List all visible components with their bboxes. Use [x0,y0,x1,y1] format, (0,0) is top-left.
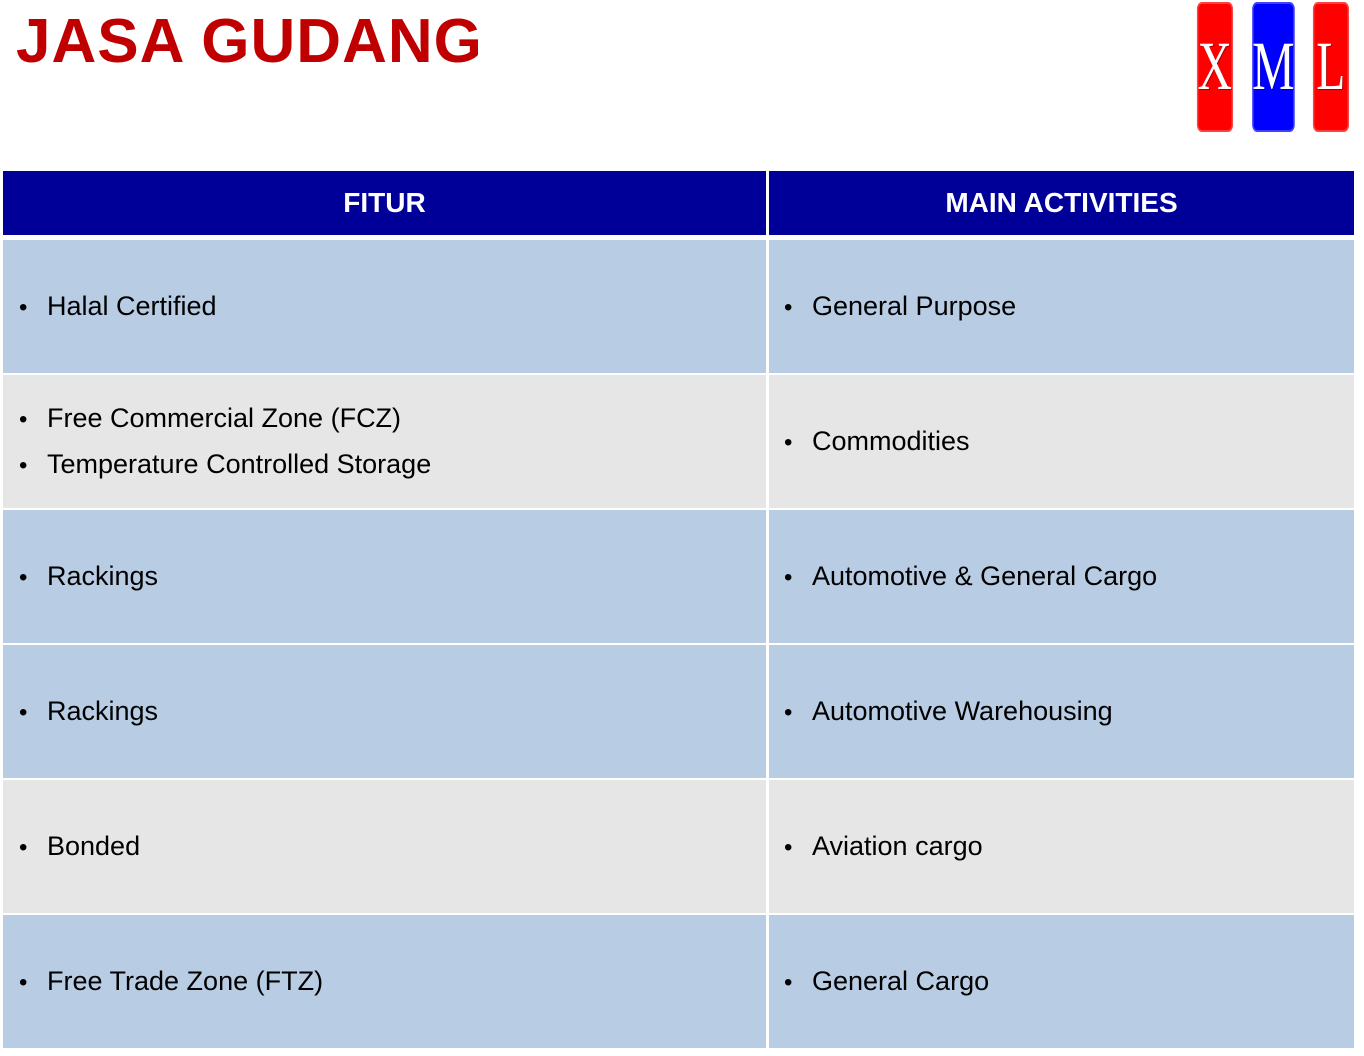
table-body [3,240,1354,1050]
list-item-text: Commodities [812,425,970,456]
list-item-text: Bonded [47,830,141,861]
list-item [19,442,766,488]
activities-cell [766,645,1354,780]
logo-letter-x: X [1197,28,1232,105]
list-item [19,396,766,442]
list-item-text: Aviation cargo [812,830,983,861]
bullet-icon: • [19,968,28,996]
bullet-icon: • [19,563,28,591]
bullet-list [3,396,766,488]
list-item [19,689,766,735]
activities-cell [766,510,1354,645]
bullet-list [769,959,1354,1005]
bullet-icon: • [784,428,793,456]
list-item-text: Automotive & General Cargo [812,560,1158,591]
logo-letter-m: M [1251,28,1295,105]
logo-letter-l: L [1316,28,1346,105]
list-item [784,959,1354,1005]
list-item-text: Free Trade Zone (FTZ) [47,965,324,996]
bullet-list [3,554,766,600]
list-item [784,419,1354,465]
list-item [19,284,766,330]
bullet-list [3,959,766,1005]
bullet-list [3,824,766,870]
header-fitur: FITUR [3,171,766,240]
table-row [3,240,1354,375]
fitur-cell [3,645,766,780]
page-title: JASA GUDANG [16,7,483,76]
bullet-list [769,554,1354,600]
bullet-list [3,284,766,330]
fitur-cell [3,915,766,1050]
bullet-icon: • [784,968,793,996]
list-item [19,554,766,600]
bullet-list [769,284,1354,330]
fitur-cell [3,780,766,915]
warehouse-services-table [3,171,1354,1050]
list-item-text: Halal Certified [47,290,217,321]
list-item [784,554,1354,600]
list-item [784,824,1354,870]
list-item [784,284,1354,330]
bullet-icon: • [19,405,28,433]
bullet-icon: • [784,293,793,321]
activities-cell [766,780,1354,915]
list-item-text: Free Commercial Zone (FCZ) [47,402,402,433]
bullet-icon: • [19,833,28,861]
bullet-icon: • [784,698,793,726]
bullet-icon: • [784,563,793,591]
table-row [3,915,1354,1050]
list-item-text: Rackings [47,695,159,726]
list-item-text: Automotive Warehousing [812,695,1113,726]
bullet-list [769,689,1354,735]
activities-cell [766,375,1354,510]
bullet-icon: • [19,698,28,726]
fitur-cell [3,510,766,645]
list-item-text: Temperature Controlled Storage [47,448,432,479]
list-item-text: General Purpose [812,290,1017,321]
bullet-icon: • [784,833,793,861]
xml-logo [1190,2,1356,132]
bullet-list [769,824,1354,870]
list-item-text: General Cargo [812,965,990,996]
list-item [19,824,766,870]
list-item [784,689,1354,735]
list-item [19,959,766,1005]
bullet-list [769,419,1354,465]
activities-cell [766,240,1354,375]
table-row [3,375,1354,510]
fitur-cell [3,240,766,375]
table-row [3,780,1354,915]
table-header-row [3,171,1354,240]
logo-tile-l [1313,2,1349,132]
bullet-icon: • [19,451,28,479]
table-row [3,645,1354,780]
logo-tile-m [1252,2,1294,132]
bullet-icon: • [19,293,28,321]
activities-cell [766,915,1354,1050]
bullet-list [3,689,766,735]
table-row [3,510,1354,645]
logo-tile-x [1197,2,1233,132]
header-main-activities: MAIN ACTIVITIES [766,171,1354,240]
fitur-cell [3,375,766,510]
list-item-text: Rackings [47,560,159,591]
